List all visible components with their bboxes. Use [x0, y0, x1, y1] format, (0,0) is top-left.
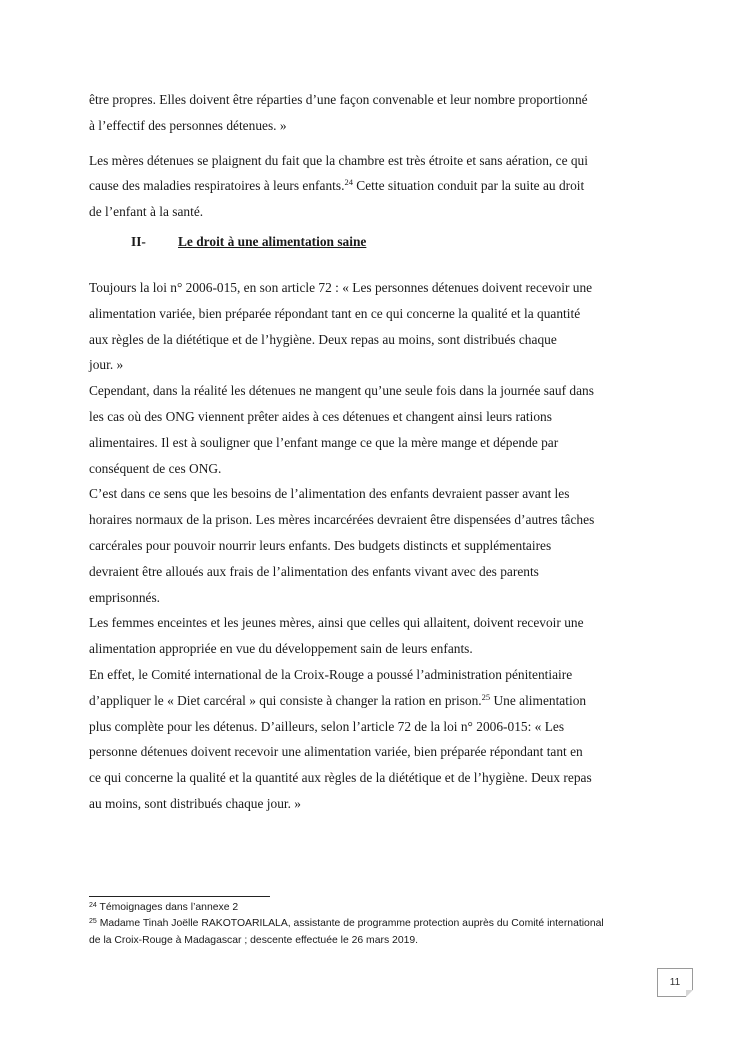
footnote-number: 25 [89, 918, 97, 926]
page-number-box [657, 968, 693, 997]
text-line: d’appliquer le « Diet carcéral » qui consiste à changer la ration en prison. [89, 692, 482, 708]
text-line: de l’enfant à la santé. [89, 204, 204, 220]
text-line: alimentation appropriée en vue du développement sain de leurs enfants. [89, 641, 473, 657]
footnote-separator [89, 896, 270, 897]
text-line: personne détenues doivent recevoir une alimentation variée, bien préparée répondant tant en [89, 744, 583, 760]
page-curl-decoration [686, 990, 693, 997]
section-heading [89, 229, 661, 255]
text-line: emprisonnés. [89, 589, 161, 605]
body-text [89, 87, 661, 817]
text-line: carcérales pour pouvoir nourrir leurs enfants. Des budgets distincts et supplémentaires [89, 537, 552, 553]
text-line: aux règles de la diététique et de l’hygiène. Deux repas au moins, sont distribués chaque [89, 331, 557, 347]
text-line: Cette situation conduit par la suite au droit [352, 178, 585, 194]
text-line: C’est dans ce sens que les besoins de l’alimentation des enfants devraient passer avant les [89, 486, 570, 502]
footnote-ref-24[interactable]: 24 [344, 177, 353, 188]
heading-title: Le droit à une alimentation saine [178, 233, 367, 249]
footnote-ref-25[interactable]: 25 [481, 691, 491, 702]
text-line: En effet, le Comité international de la Croix-Rouge a poussé l’administration pénitentiaire [89, 666, 573, 682]
text-line: Une alimentation [490, 692, 587, 708]
footnotes [89, 900, 661, 949]
footnote-text: Témoignages dans l’annexe 2 [99, 902, 239, 913]
footnote-text: Madame Tinah Joëlle RAKOTOARILALA, assistante de programme protection auprès du Comité international [99, 918, 604, 930]
footnote-number: 24 [89, 902, 97, 909]
heading-number: II- [131, 233, 146, 249]
text-line: devraient être alloués aux frais de l’alimentation des enfants vivant avec des parents [89, 563, 539, 579]
paragraph [89, 275, 661, 817]
text-line: au moins, sont distribués chaque jour. » [89, 795, 301, 811]
paragraph [89, 148, 661, 225]
text-line: à l’effectif des personnes détenues. » [89, 117, 287, 133]
text-line: Les femmes enceintes et les jeunes mères, ainsi que celles qui allaitent, doivent recevoir une [89, 615, 584, 631]
text-line: plus complète pour les détenus. D’ailleurs, selon l’article 72 de la loi n° 2006-015: « Les [89, 718, 565, 734]
text-line: jour. » [89, 357, 124, 373]
text-line: cause des maladies respiratoires à leurs enfants. [89, 178, 345, 194]
text-line: ce qui concerne la qualité et la quantité aux règles de la diététique et de l’hygiène. Deux repas [89, 770, 592, 786]
text-line: Les mères détenues se plaignent du fait que la chambre est très étroite et sans aération, ce qui [89, 152, 588, 168]
footnote-24 [89, 900, 661, 916]
footnote-25 [89, 916, 661, 949]
text-line: alimentation variée, bien préparée répondant tant en ce qui concerne la qualité et la quantité [89, 305, 581, 321]
text-line: alimentaires. Il est à souligner que l’enfant mange ce que la mère mange et dépende par [89, 434, 559, 450]
text-line: Cependant, dans la réalité les détenues ne mangent qu’une seule fois dans la journée sauf dans [89, 383, 594, 399]
text-line: les cas où des ONG viennent prêter aides à ces détenues et changent ainsi leurs rations [89, 408, 552, 424]
text-line: Toujours la loi n° 2006-015, en son article 72 : « Les personnes détenues doivent recevoir une [89, 279, 593, 295]
footnote-text: de la Croix-Rouge à Madagascar ; descente effectuée le 26 mars 2019. [89, 934, 419, 946]
page-number: 11 [669, 977, 681, 988]
text-line: horaires normaux de la prison. Les mères incarcérées devraient être dispensées d’autres tâches [89, 512, 595, 528]
text-line: conséquent de ces ONG. [89, 460, 222, 476]
paragraph [89, 87, 661, 139]
text-line: être propres. Elles doivent être réparties d’une façon convenable et leur nombre proportionné [89, 92, 588, 107]
